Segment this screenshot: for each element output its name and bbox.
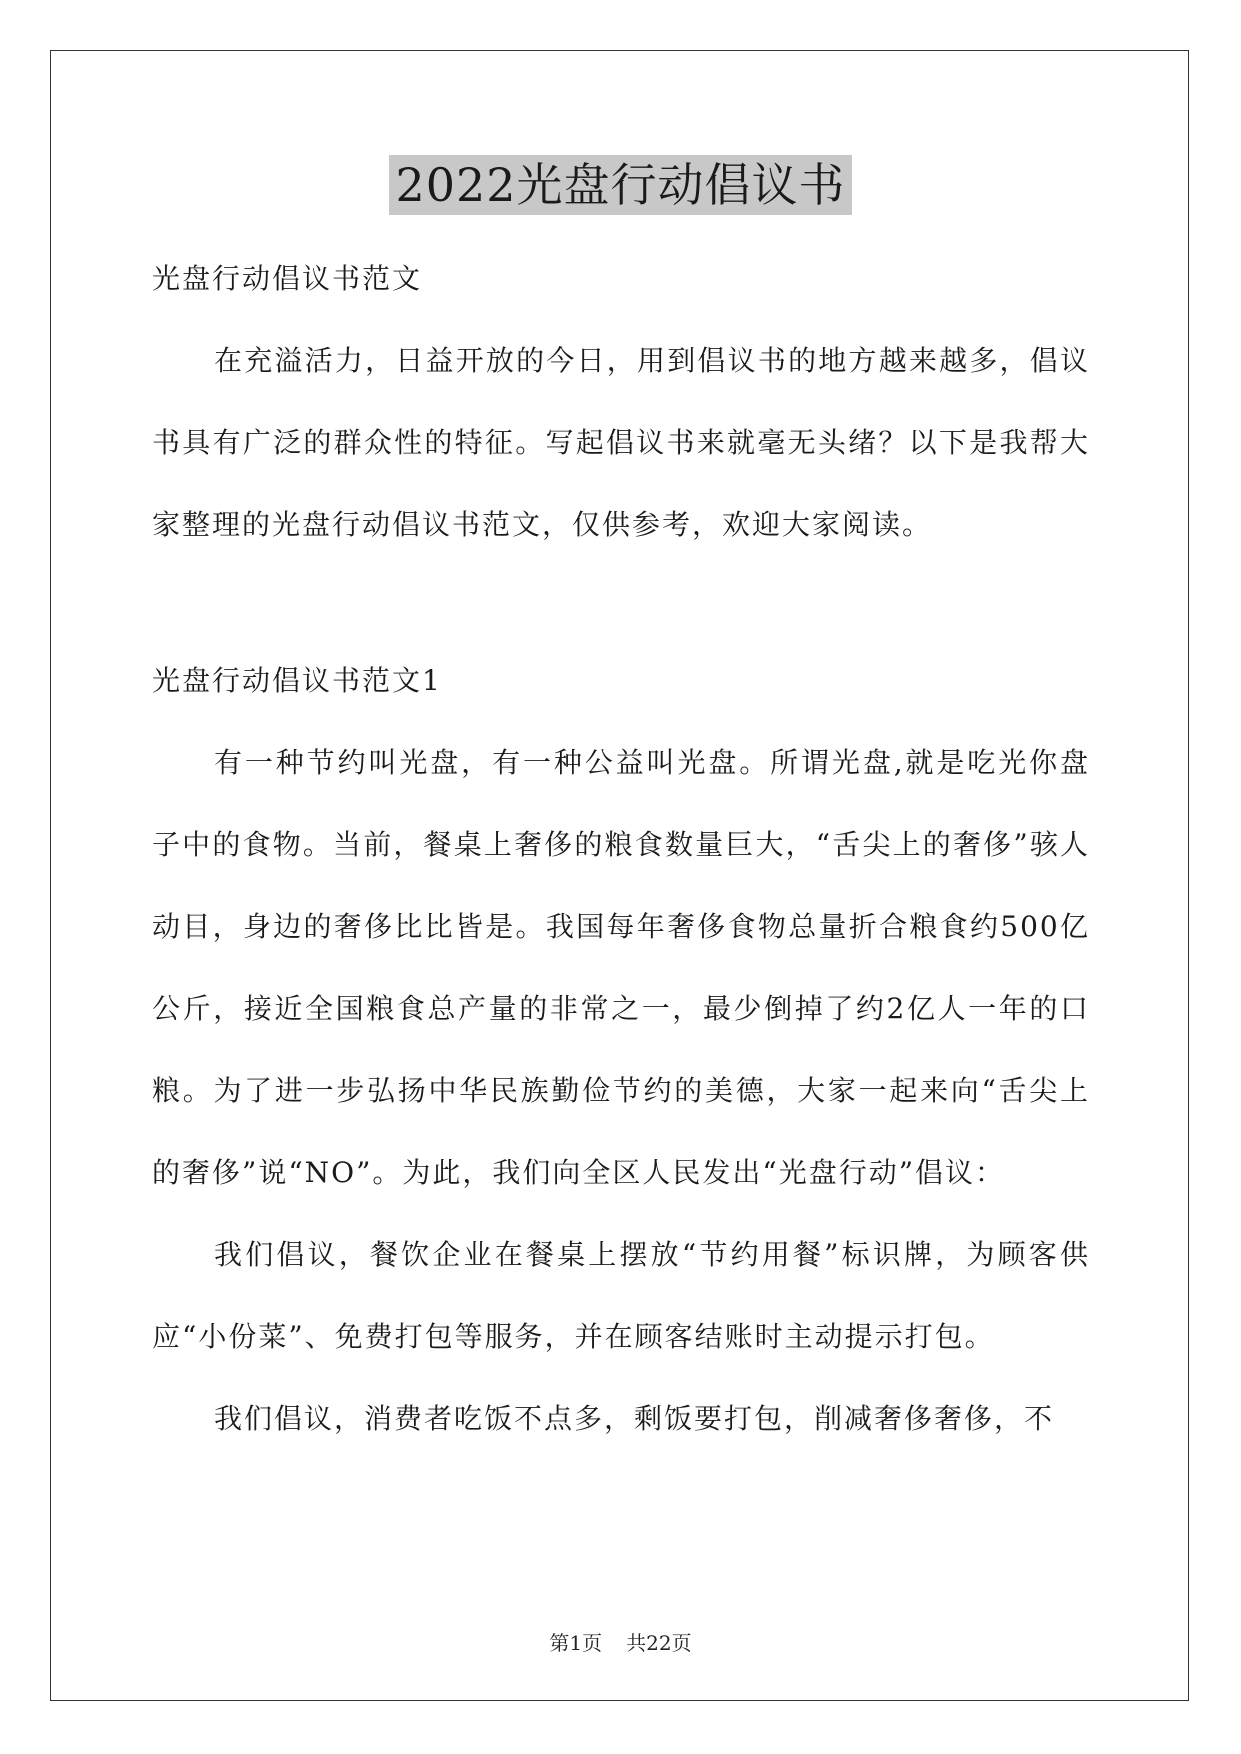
page-total: 共22页 [626, 1631, 692, 1655]
body-paragraph-3: 我们倡议，消费者吃饭不点多，剩饭要打包，削减奢侈奢侈，不 [214, 1402, 1055, 1435]
section-heading-1: 光盘行动倡议书范文1 [152, 664, 442, 697]
document-title: 2022光盘行动倡议书 [389, 155, 851, 215]
document-body [152, 238, 1090, 1460]
page-number: 第1页 [549, 1631, 603, 1655]
page-footer [0, 1630, 1241, 1656]
intro-paragraph: 在充溢活力，日益开放的今日，用到倡议书的地方越来越多，倡议书具有广泛的群众性的特征。写起倡议书来就毫无头绪？以下是我帮大家整理的光盘行动倡议书范文，仅供参考，欢迎大家阅读。 [152, 344, 1090, 541]
section-heading: 光盘行动倡议书范文 [152, 262, 423, 295]
body-paragraph-1: 有一种节约叫光盘，有一种公益叫光盘。所谓光盘,就是吃光你盘子中的食物。当前，餐桌上奢侈的粮食数量巨大，“舌尖上的奢侈”骇人动目，身边的奢侈比比皆是。我国每年奢侈食物总量折合粮食约500亿公斤，接近全国粮食总产量的非常之一，最少倒掉了约2亿人一年的口粮。为了进一步弘扬中华民族勤俭节约的美德，大家一起来向“舌尖上的奢侈”说“NO”。为此，我们向全区人民发出“光盘行动”倡议： [152, 746, 1090, 1189]
title-container [0, 155, 1241, 215]
body-paragraph-2: 我们倡议，餐饮企业在餐桌上摆放“节约用餐”标识牌，为顾客供应“小份菜”、免费打包等服务，并在顾客结账时主动提示打包。 [152, 1238, 1090, 1353]
